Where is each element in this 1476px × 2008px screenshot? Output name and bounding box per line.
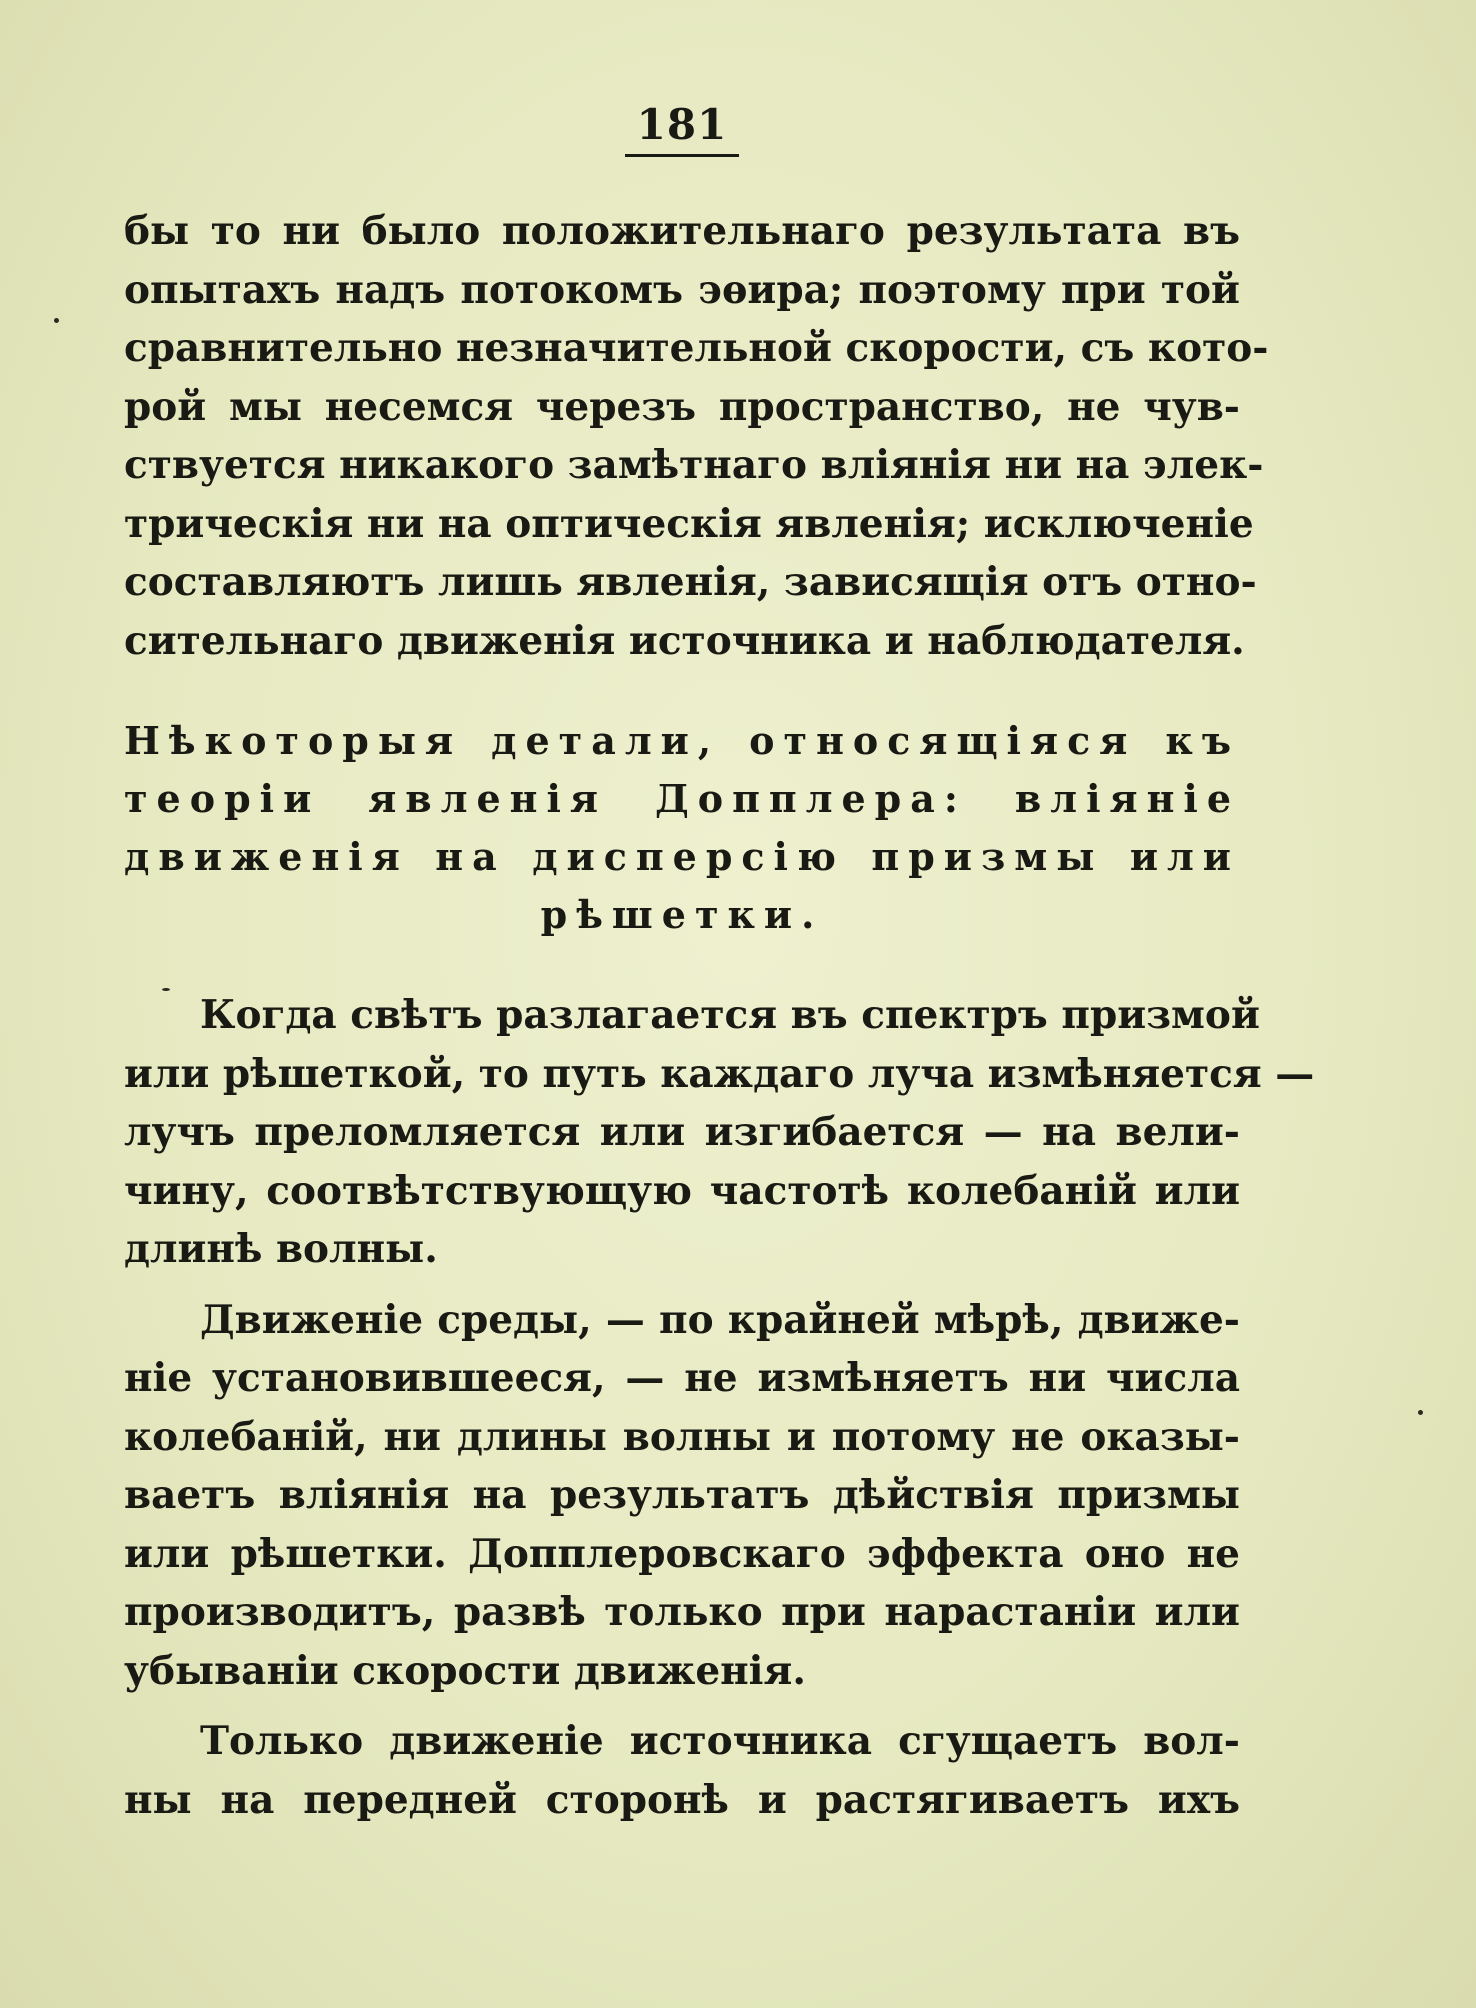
text-line: сительнаго движенія источника и наблюдателя. xyxy=(124,617,1245,664)
heading-line: рѣшетки. xyxy=(540,892,824,937)
heading-line: теоріи явленія Допплера: вліяніе xyxy=(124,776,1240,821)
section-heading xyxy=(124,712,1240,944)
paragraph-3 xyxy=(124,1291,1240,1701)
text-line: составляютъ лишь явленія, зависящія отъ отно- xyxy=(124,559,1257,605)
page-number: 181 xyxy=(625,100,740,157)
text-line: ваетъ вліянія на результатъ дѣйствія призмы xyxy=(124,1472,1240,1518)
paper-speck xyxy=(162,988,170,991)
text-line: лучъ преломляется или изгибается — на вели- xyxy=(124,1109,1240,1155)
text-line: ніе установившееся, — не измѣняетъ ни числа xyxy=(124,1355,1240,1401)
text-line: Когда свѣтъ разлагается въ спектръ призмой xyxy=(200,992,1260,1038)
text-line: ствуется никакого замѣтнаго вліянія ни на элек- xyxy=(124,442,1264,488)
page-header xyxy=(124,100,1240,170)
paragraph-4 xyxy=(124,1712,1240,1829)
text-line: чину, соотвѣтствующую частотѣ колебаній или xyxy=(124,1167,1240,1214)
paragraph-1 xyxy=(124,202,1269,670)
text-line: ны на передней сторонѣ и растягиваетъ ихъ xyxy=(124,1776,1240,1823)
text-line: сравнительно незначительной скорости, съ кото- xyxy=(124,325,1269,371)
text-line: или рѣшеткой, то путь каждаго луча измѣняется — xyxy=(124,1050,1315,1097)
text-line: опытахъ надъ потокомъ эѳира; поэтому при той xyxy=(124,266,1240,313)
text-line: или рѣшетки. Допплеровскаго эффекта оно не xyxy=(124,1530,1240,1577)
text-line: колебаній, ни длины волны и потому не оказы- xyxy=(124,1413,1240,1460)
text-line: рой мы несемся черезъ пространство, не чув- xyxy=(124,383,1240,430)
paper-speck xyxy=(1418,1410,1423,1415)
paper-speck xyxy=(54,318,59,323)
text-line: Только движеніе источника сгущаетъ вол- xyxy=(200,1718,1240,1764)
text-line: длинѣ волны. xyxy=(124,1226,438,1272)
heading-line: Нѣкоторыя детали, относящіяся къ xyxy=(124,718,1240,763)
book-page xyxy=(124,100,1315,1900)
text-line: трическія ни на оптическія явленія; исключеніе xyxy=(124,500,1254,547)
text-line: бы то ни было положительнаго результата въ xyxy=(124,208,1240,254)
paragraph-2 xyxy=(124,986,1315,1279)
text-line: убываніи скорости движенія. xyxy=(124,1647,806,1694)
text-line: Движеніе среды, — по крайней мѣрѣ, движе- xyxy=(200,1296,1240,1343)
text-line: производитъ, развѣ только при нарастаніи или xyxy=(124,1589,1240,1635)
heading-line: движенія на дисперсію призмы или xyxy=(124,834,1240,879)
